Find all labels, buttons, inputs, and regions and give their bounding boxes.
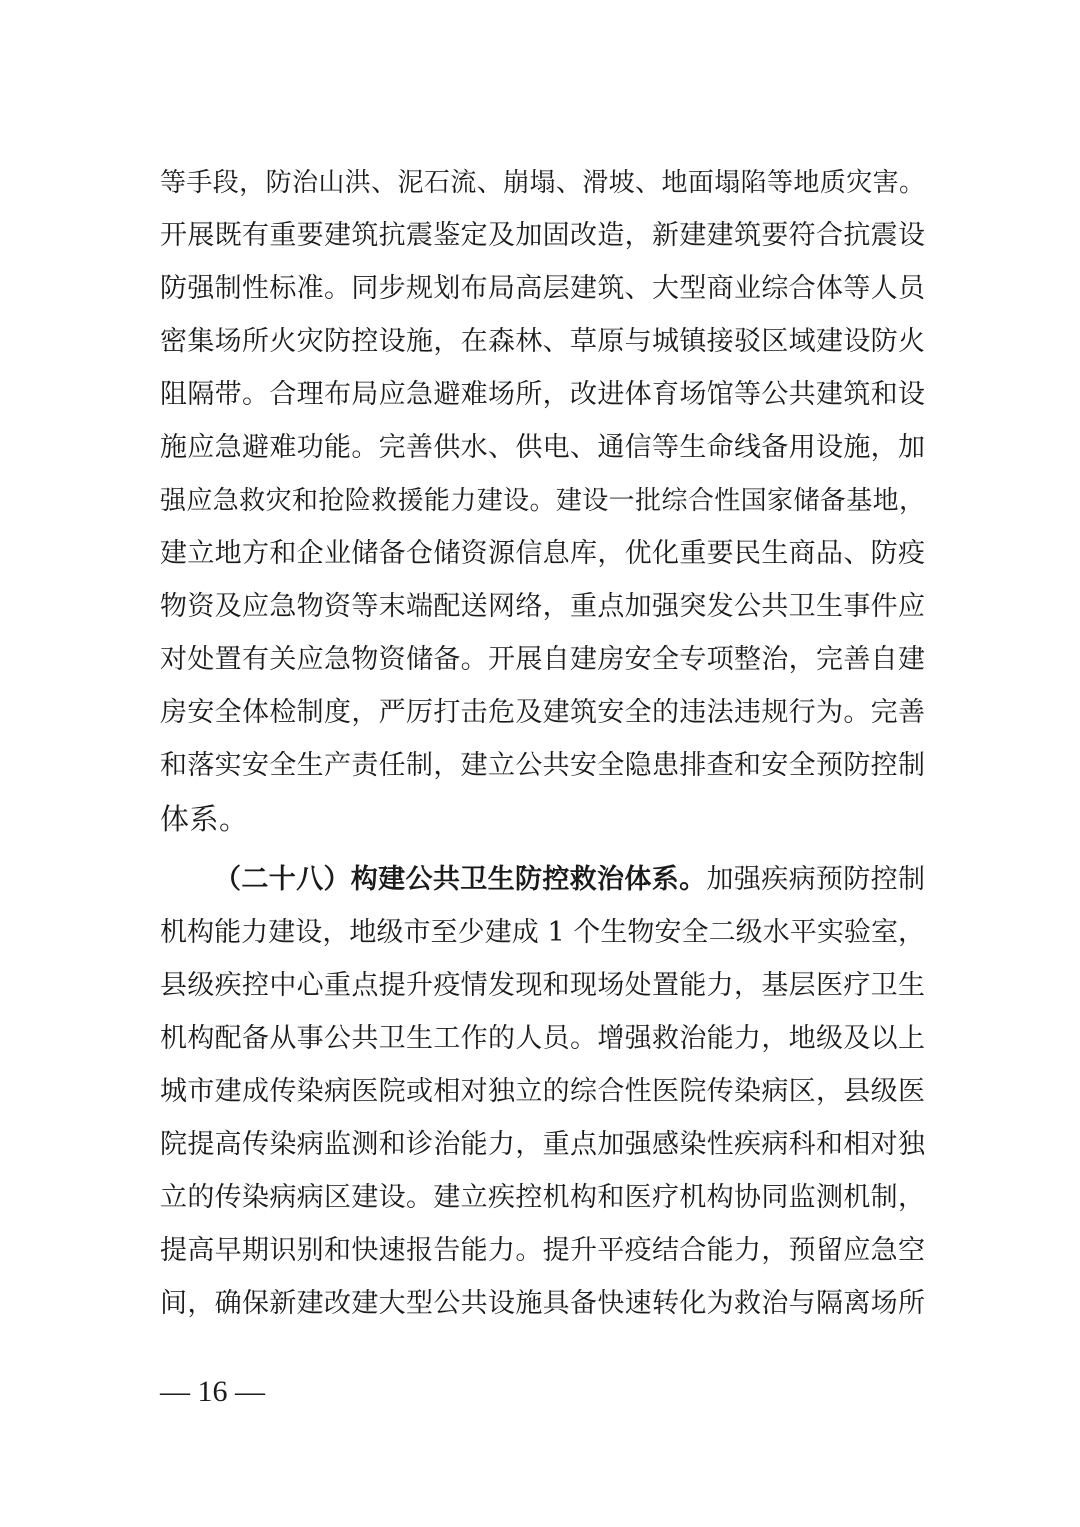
text-line: 间，确保新建改建大型公共设施具备快速转化为救治与隔离场所 xyxy=(160,1288,925,1319)
text-line: 对处置有关应急物资储备。开展自建房安全专项整治，完善自建 xyxy=(160,644,925,675)
text-line: 县级疾控中心重点提升疫情发现和现场处置能力，基层医疗卫生 xyxy=(160,970,925,1001)
text-line: 城市建成传染病医院或相对独立的综合性医院传染病区，县级医 xyxy=(160,1076,925,1107)
text-line: 阻隔带。合理布局应急避难场所，改进体育场馆等公共建筑和设 xyxy=(160,379,925,410)
text-line: 施应急避难功能。完善供水、供电、通信等生命线备用设施，加 xyxy=(160,432,925,463)
text-line: 体系。 xyxy=(160,802,249,836)
text-line: 等手段，防治山洪、泥石流、崩塌、滑坡、地面塌陷等地质灾害。 xyxy=(160,168,925,198)
text-line: 院提高传染病监测和诊治能力，重点加强感染性疾病科和相对独 xyxy=(160,1129,925,1160)
text-line: 房安全体检制度，严厉打击危及建筑安全的违法违规行为。完善 xyxy=(160,697,925,728)
text-line: 机构能力建设，地级市至少建成 1 个生物安全二级水平实验室， xyxy=(160,917,925,948)
text-line: 提高早期识别和快速报告能力。提升平疫结合能力，预留应急空 xyxy=(160,1235,925,1266)
section-heading: （二十八）构建公共卫生防控救治体系。 xyxy=(214,864,707,895)
text-line: 和落实安全生产责任制，建立公共安全隐患排查和安全预防控制 xyxy=(160,750,925,781)
text-line: 密集场所火灾防控设施，在森林、草原与城镇接驳区域建设防火 xyxy=(160,326,925,357)
text-span: 加强疾病预防控制 xyxy=(706,864,926,895)
text-line: 物资及应急物资等末端配送网络，重点加强突发公共卫生事件应 xyxy=(160,591,925,622)
text-line: 建立地方和企业储备仓储资源信息库，优化重要民生商品、防疫 xyxy=(160,538,925,569)
paragraph-2-first-line xyxy=(214,860,925,900)
text-line: 防强制性标准。同步规划布局高层建筑、大型商业综合体等人员 xyxy=(160,273,925,304)
text-line: 开展既有重要建筑抗震鉴定及加固改造，新建建筑要符合抗震设 xyxy=(160,220,925,251)
page-number: — 16 — xyxy=(160,1375,265,1408)
text-line: 立的传染病病区建设。建立疾控机构和医疗机构协同监测机制， xyxy=(160,1182,925,1213)
text-line: 强应急救灾和抢险救援能力建设。建设一批综合性国家储备基地， xyxy=(160,486,925,516)
text-line: 机构配备从事公共卫生工作的人员。增强救治能力，地级及以上 xyxy=(160,1023,925,1054)
